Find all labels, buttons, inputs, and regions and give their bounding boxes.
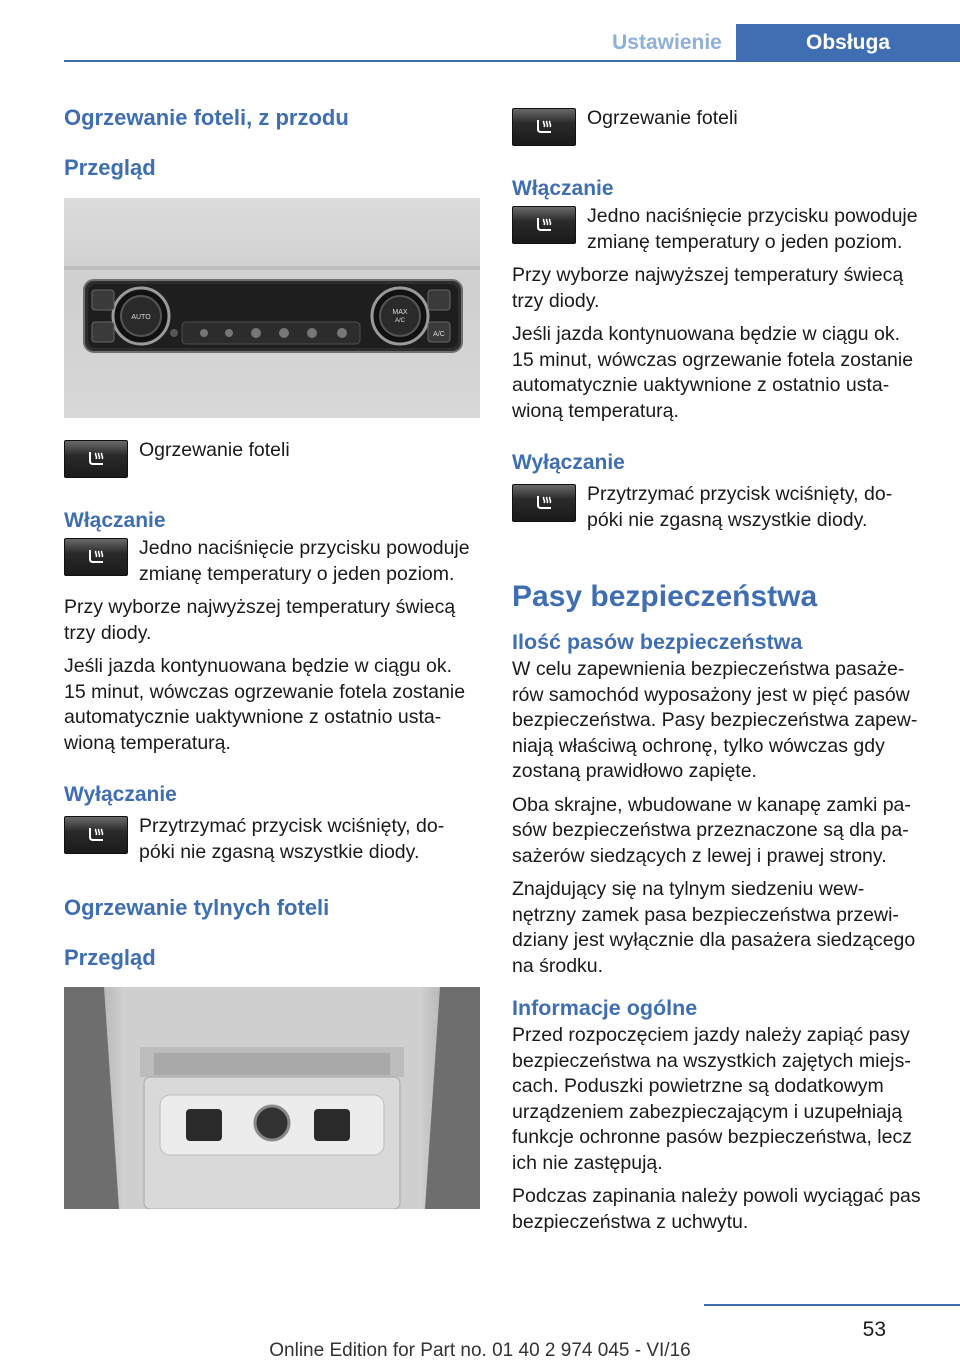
text-line: na środku. xyxy=(512,954,604,977)
text-line: Znajdujący się na tylnym siedzeniu wew- xyxy=(512,878,865,900)
subheading-overview: Przegląd xyxy=(64,155,156,180)
text-line: 15 minut, wówczas ogrzewanie fotela zostanie xyxy=(512,348,914,371)
belts-paragraph-3 xyxy=(512,877,930,979)
seat-heating-button-icon xyxy=(64,538,128,576)
ac-button-label: A/C xyxy=(433,331,445,338)
text-line: cach. Poduszki powietrzne są dodatkowym xyxy=(512,1075,884,1097)
section-title-seat-belts: Pasy bezpieczeństwa xyxy=(512,580,818,613)
seat-heating-caption-row xyxy=(512,106,930,146)
heading-general-information: Informacje ogólne xyxy=(512,996,698,1020)
page-number: 53 xyxy=(862,1318,886,1341)
section-title-rear-seat-heating: Ogrzewanie tylnych foteli xyxy=(64,895,330,920)
text-line: wioną temperaturą. xyxy=(64,731,231,754)
section-title-front-seat-heating: Ogrzewanie foteli, z przodu xyxy=(64,105,349,130)
switch-off-row xyxy=(64,814,480,865)
belts-paragraph-2 xyxy=(512,793,930,870)
switch-on-row xyxy=(64,536,480,587)
text-line: Przytrzymać przycisk wciśnięty, do- xyxy=(139,815,445,837)
right-column xyxy=(512,100,930,1235)
text-line: wioną temperaturą. xyxy=(512,399,679,422)
text-line: trzy diody. xyxy=(512,289,600,312)
heading-switch-off: Wyłączanie xyxy=(512,451,625,474)
switch-off-text xyxy=(587,482,892,533)
heading-switch-on: Włączanie xyxy=(64,509,166,532)
general-paragraph-2 xyxy=(512,1184,930,1235)
text-line: Przed rozpoczęciem jazdy należy zapiąć pasy xyxy=(512,1024,910,1046)
text-line: Jeśli jazda kontynuowana będzie w ciągu ok. xyxy=(512,323,901,345)
text-line: 15 minut, wówczas ogrzewanie fotela zostanie xyxy=(64,680,466,703)
text-line: nętrzny zamek pasa bezpieczeństwa przewi- xyxy=(512,903,899,926)
text-line: bezpieczeństwa. Pasy bezpieczeństwa zapew- xyxy=(512,709,918,731)
seat-heating-button-icon xyxy=(512,206,576,244)
text-line: Jedno naciśnięcie przycisku powoduje xyxy=(587,205,918,227)
switch-on-row xyxy=(512,204,930,255)
switch-on-paragraph-1: Przy wyborze najwyższej temperatury świecą trzy diody. xyxy=(64,596,456,644)
text-line: niają właściwą ochronę, tylko wówczas gdy xyxy=(512,734,885,757)
seat-heating-button-icon xyxy=(512,108,576,146)
switch-on-text xyxy=(587,204,918,255)
seat-heating-caption-row xyxy=(64,438,480,478)
heading-number-of-belts: Ilość pasów bezpieczeństwa xyxy=(512,630,803,654)
text-line: bezpieczeństwa z uchwytu. xyxy=(512,1210,749,1233)
header-tab-settings[interactable]: Ustawienie xyxy=(612,31,722,54)
text-line: zostaną prawidłowo zapięte. xyxy=(512,760,757,782)
rear-console-image xyxy=(64,987,480,1209)
seat-heating-button-icon xyxy=(512,484,576,522)
max-label: MAX xyxy=(392,309,408,316)
auto-label: AUTO xyxy=(131,314,151,321)
switch-on-text: Jedno naciśnięcie przycisku powoduje zmianę temperatury o jeden poziom. xyxy=(139,537,470,585)
text-line: póki nie zgasną wszystkie diody. xyxy=(587,508,868,531)
seat-heating-button-icon xyxy=(64,816,128,854)
front-climate-panel-drawing xyxy=(64,198,480,418)
footer-divider xyxy=(704,1304,960,1306)
subheading-rear-overview: Przegląd xyxy=(64,945,156,970)
front-climate-panel-image xyxy=(64,198,480,418)
switch-on-paragraph-2 xyxy=(64,654,480,756)
text-line: póki nie zgasną wszystkie diody. xyxy=(139,840,420,863)
heading-switch-off: Wyłączanie xyxy=(64,783,177,806)
left-column xyxy=(64,100,480,1209)
text-line: Oba skrajne, wbudowane w kanapę zamki pa- xyxy=(512,793,911,816)
rear-console-drawing xyxy=(64,987,480,1209)
text-line: Podczas zapinania należy powoli wyciągać pas xyxy=(512,1185,921,1207)
text-line: bezpieczeństwa na wszystkich zajętych miejs- xyxy=(512,1049,911,1072)
seat-heating-caption: Ogrzewanie foteli xyxy=(139,439,290,461)
text-line: sów bezpieczeństwa przeznaczone są dla pa- xyxy=(512,819,909,841)
text-line: dziany jest wyłącznie dla pasażera siedzącego xyxy=(512,929,916,951)
general-paragraph-1 xyxy=(512,1023,930,1176)
footer-edition-text: Online Edition for Part no. 01 40 2 974 045 - VI/16 xyxy=(269,1340,691,1361)
ac-label: A/C xyxy=(394,318,406,324)
heading-switch-on: Włączanie xyxy=(512,177,614,200)
switch-off-text xyxy=(139,814,444,865)
header-divider xyxy=(64,60,960,62)
text-line: funkcje ochronne pasów bezpieczeństwa, lecz xyxy=(512,1126,912,1148)
text-line: automatycznie uaktywnione z ostatnio usta- xyxy=(512,374,890,396)
text-line: urządzeniem zabezpieczającym i uzupełniają xyxy=(512,1100,903,1123)
text-line: sażerów siedzących z lewej i prawej strony. xyxy=(512,844,887,867)
switch-on-paragraph-2 xyxy=(512,322,930,424)
text-line: W celu zapewnienia bezpieczeństwa pasaże- xyxy=(512,658,905,680)
seat-heating-button-icon xyxy=(64,440,128,478)
text-line: zmianę temperatury o jeden poziom. xyxy=(587,230,903,253)
text-line: Przytrzymać przycisk wciśnięty, do- xyxy=(587,483,893,505)
switch-off-row xyxy=(512,482,930,533)
seat-heating-caption: Ogrzewanie foteli xyxy=(587,107,738,129)
header-tab-operation[interactable]: Obsługa xyxy=(736,24,960,61)
text-line: automatycznie uaktywnione z ostatnio usta- xyxy=(64,706,442,728)
switch-on-paragraph-1 xyxy=(512,263,930,314)
text-line: rów samochód wyposażony jest w pięć pasów xyxy=(512,683,910,706)
text-line: ich nie zastępują. xyxy=(512,1151,663,1174)
belts-paragraph-1 xyxy=(512,657,930,785)
text-line: Przy wyborze najwyższej temperatury świecą xyxy=(512,264,904,286)
text-line: Jeśli jazda kontynuowana będzie w ciągu ok. xyxy=(64,655,453,677)
